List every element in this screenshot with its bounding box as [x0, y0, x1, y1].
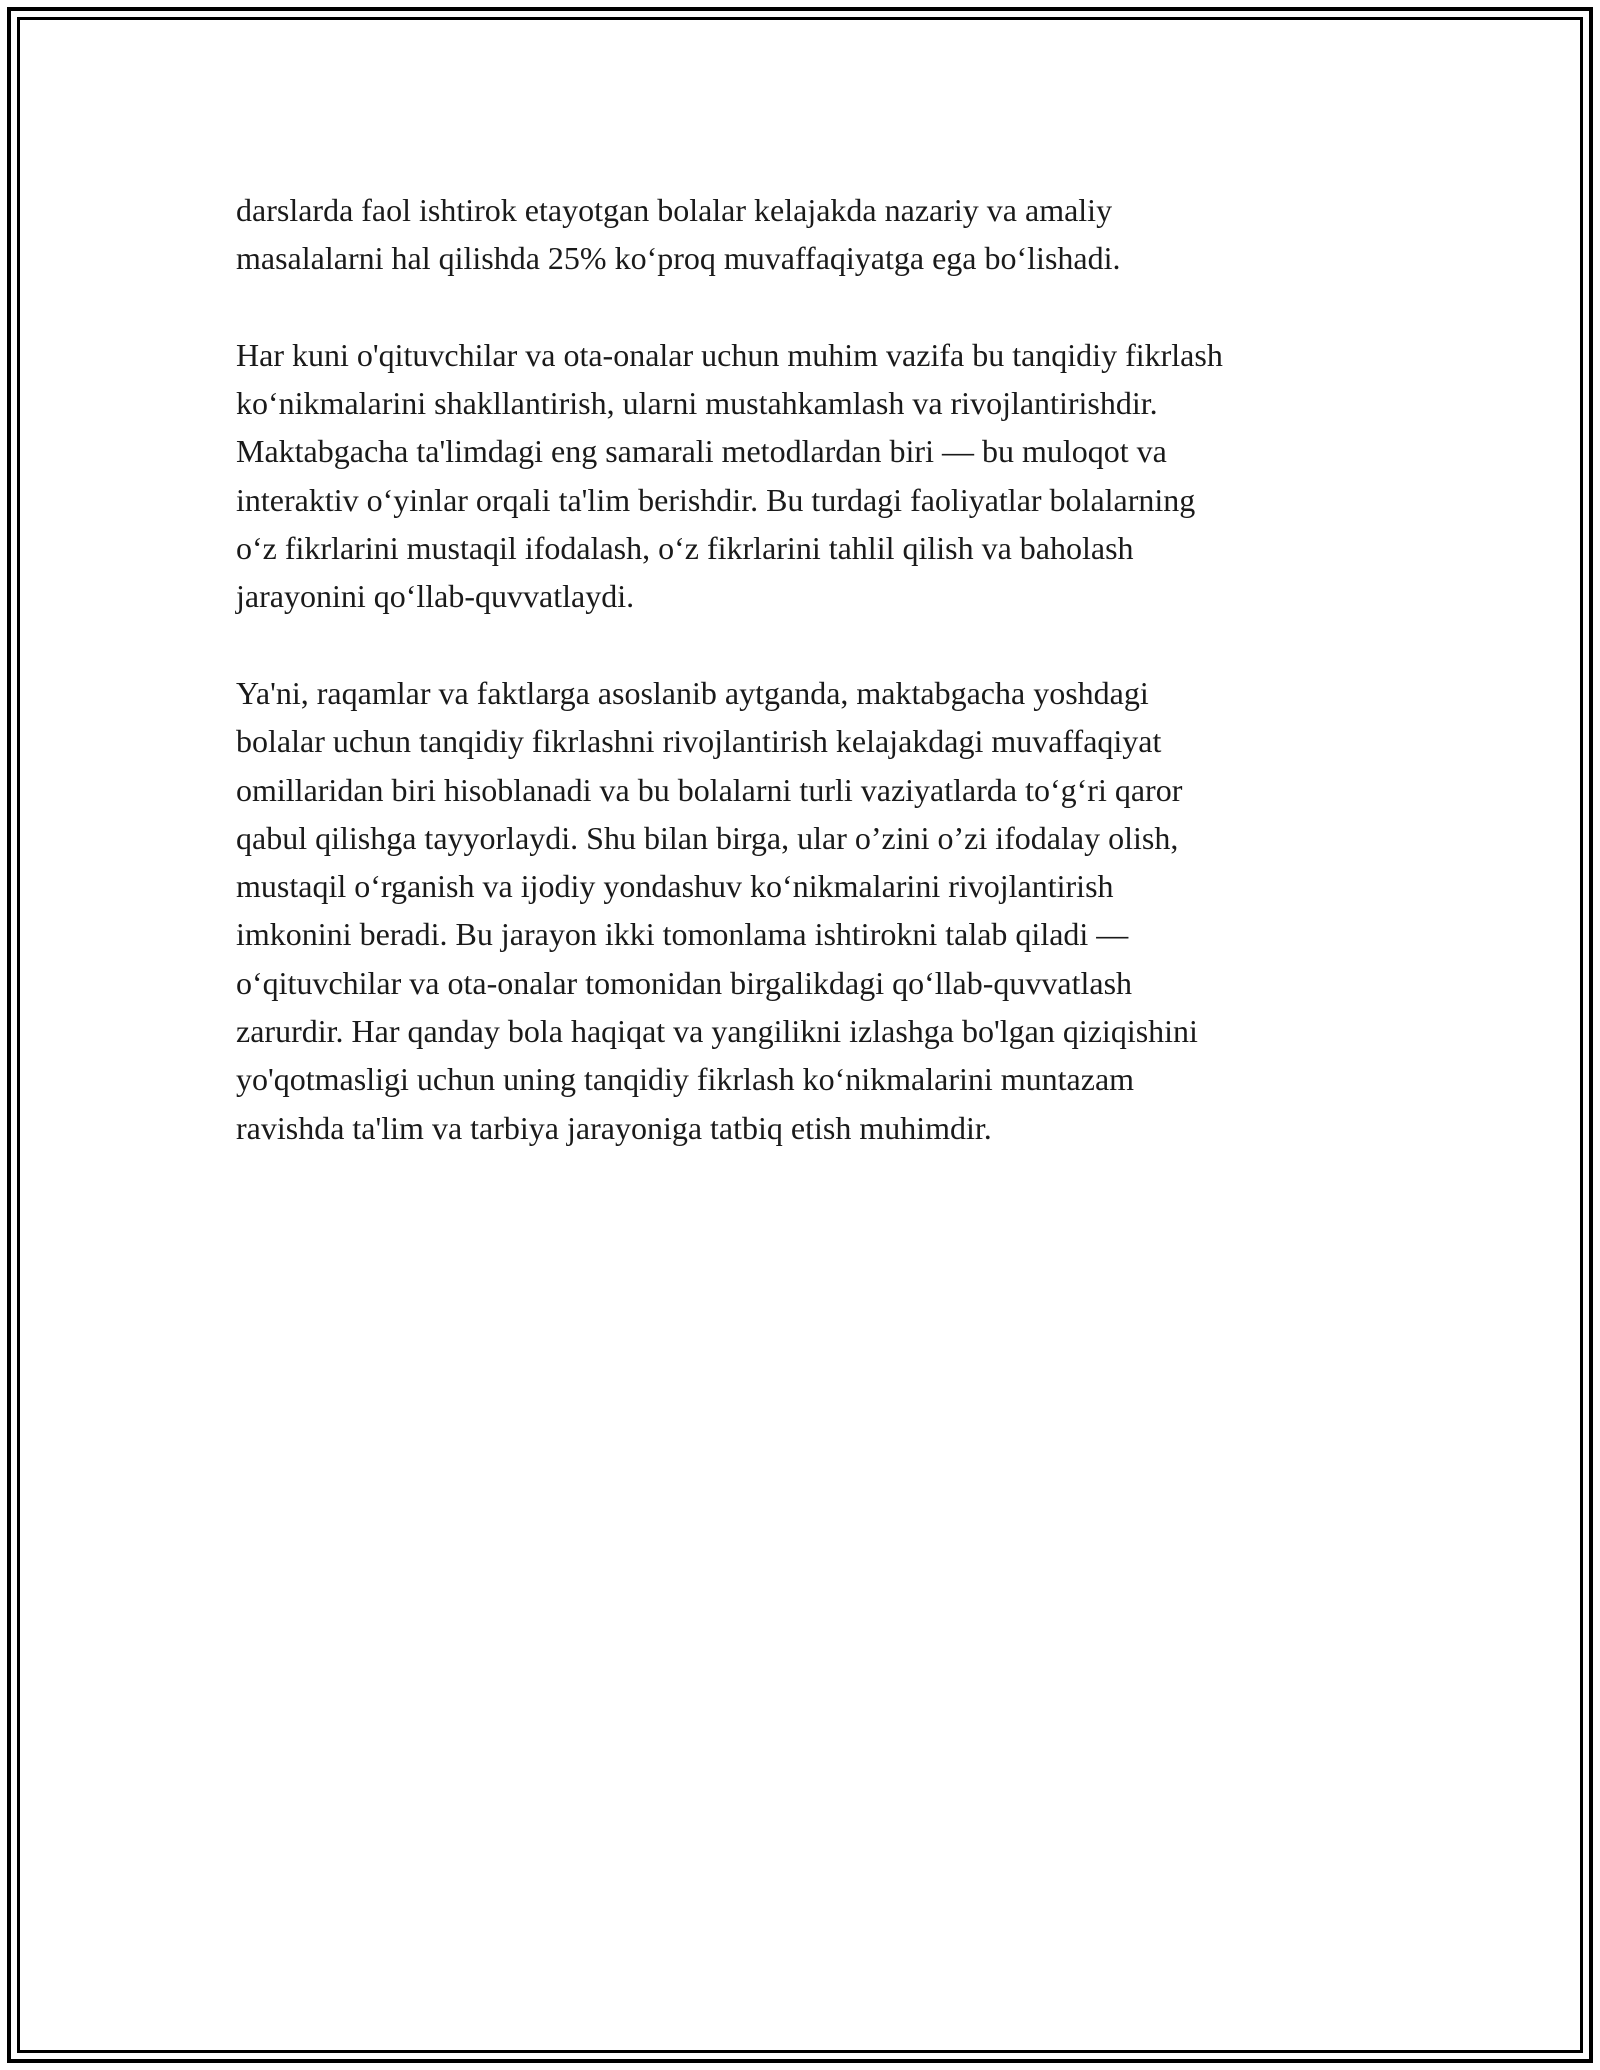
paragraph-1: darslarda faol ishtirok etayotgan bolalar kelajakda nazariy va amaliy masalalarni hal qilishda 25% ko‘proq muvaffaqiyatga ega bo‘lishadi.: [236, 192, 1121, 277]
paragraph-2: Har kuni o'qituvchilar va ota-onalar uchun muhim vazifa bu tanqidiy fikrlash ko‘nikmalarini shakllantirish, ularni mustahkamlash va rivojlantirishdir. Maktabgacha ta'limdagi eng samarali metodlardan biri — bu muloqot va interaktiv o‘yinlar orqali ta'lim berishdir. Bu turdagi faoliyatlar bolalarning o‘z fikrlarini mustaqil ifodalash, o‘z fikrlarini tahlil qilish va baholash jarayonini qo‘llab-quvvatlaydi.: [236, 336, 1223, 615]
paragraph-3: Ya'ni, raqamlar va faktlarga asoslanib aytganda, maktabgacha yoshdagi bolalar uchun tanqidiy fikrlashni rivojlantirish kelajakdagi muvaffaqiyat omillaridan biri hisoblanadi va bu bolalarni turli vaziyatlarda to‘g‘ri qaror qabul qilishga tayyorlaydi. Shu bilan birga, ular o’zini o’zi ifodalay olish, mustaqil o‘rganish va ijodiy yondashuv ko‘nikmalarini rivojlantirish imkonini beradi. Bu jarayon ikki tomonlama ishtirokni talab qiladi — o‘qituvchilar va ota-onalar tomonidan birgalikdagi qo‘llab-quvvatlash zarurdir. Har qanday bola haqiqat va yangilikni izlashga bo'lgan qiziqishini yo'qotmasligi uchun uning tanqidiy fikrlash ko‘nikmalarini muntazam ravishda ta'lim va tarbiya jarayoniga tatbiq etish muhimdir.: [236, 674, 1198, 1146]
document-body: [236, 186, 1386, 1200]
